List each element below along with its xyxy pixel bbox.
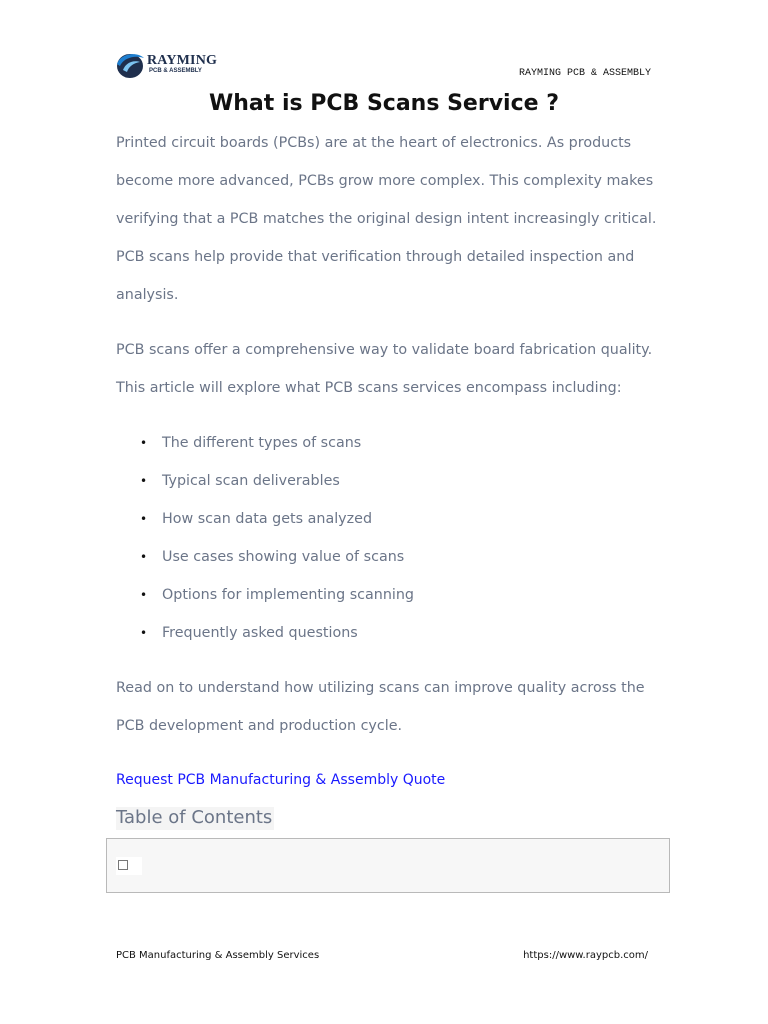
request-quote-link[interactable]: Request PCB Manufacturing & Assembly Quote [116,772,446,788]
list-item-text: Use cases showing value of scans [162,549,405,565]
bullet-icon: • [140,588,148,602]
list-item [116,462,414,500]
bullet-icon: • [140,436,148,450]
list-item-text: The different types of scans [162,435,362,451]
logo-subtext: PCB & ASSEMBLY [149,68,202,74]
list-item [116,614,414,652]
toc-checkbox-icon[interactable] [118,860,128,870]
bullet-icon: • [140,550,148,564]
list-item-text: How scan data gets analyzed [162,511,373,527]
toc-title: Table of Contents [116,807,273,828]
bullet-icon: • [140,474,148,488]
list-item [116,424,414,462]
topics-list [116,424,414,652]
intro-paragraph: Printed circuit boards (PCBs) are at the heart of electronics. As products become more advanced, PCBs grow more complex. This complexity makes verifying that a PCB matches the original design intent increasingly critical. PCB scans help provide that verification through detailed inspection and analysis. [116,135,657,303]
list-item [116,500,414,538]
logo-wordmark: RAYMING [147,53,218,68]
footer-url[interactable]: https://www.raypcb.com/ [523,950,648,961]
footer-services-label: PCB Manufacturing & Assembly Services [116,950,320,961]
page-title: What is PCB Scans Service ? [209,91,559,116]
toc-container [106,838,670,893]
rayming-logo [114,50,224,82]
logo-swirl-icon [114,50,146,80]
list-item-text: Options for implementing scanning [162,587,414,603]
toc-toggle[interactable] [116,857,142,875]
list-item [116,538,414,576]
overview-paragraph: PCB scans offer a comprehensive way to validate board fabrication quality. This article will explore what PCB scans services encompass including: [116,342,653,396]
bullet-icon: • [140,512,148,526]
header-company-label: RAYMING PCB & ASSEMBLY [518,68,651,79]
list-item [116,576,414,614]
bullet-icon: • [140,626,148,640]
list-item-text: Typical scan deliverables [162,473,340,489]
closing-paragraph: Read on to understand how utilizing scans can improve quality across the PCB development and production cycle. [116,680,645,734]
list-item-text: Frequently asked questions [162,625,358,641]
